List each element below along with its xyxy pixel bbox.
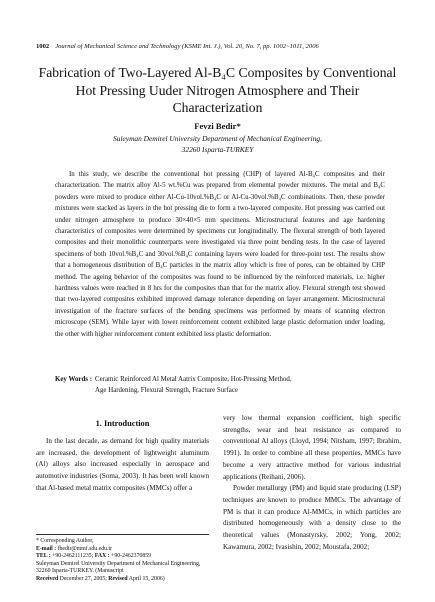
tel-label: TEL : — [36, 553, 51, 560]
received-label: Received — [36, 575, 59, 582]
author-name: Fevzi Bedir* — [194, 121, 241, 131]
footnote-dates — [36, 576, 209, 584]
affiliation-line-2: 32260 Isparta-TURKEY — [181, 145, 254, 154]
corresponding-author-footnote — [36, 534, 209, 584]
footnote-email-line — [36, 546, 209, 554]
section-heading-introduction: 1. Introduction — [95, 419, 150, 428]
footnote-phone-line — [36, 553, 209, 561]
fax-number: +90-2462370859 — [111, 553, 152, 560]
running-head — [36, 43, 402, 50]
intro-paragraph-2: Powder metallurgy (PM) and liquid state producing (LSP) techniques are known to produce MMCs. The advantage of PM is that it can produce Al-MMCs, in which particles are distributed homogeneously with a density close to the theoretical values (Monastyrsky, 2002; Yong, 2002; Kawamura, 2002; Ivasishin, 2002; Moustafa, 2002; — [223, 484, 401, 551]
fax-label: FAX : — [94, 553, 110, 560]
revised-label: Revised — [108, 575, 128, 582]
received-date: December 27, 2005; — [59, 575, 107, 582]
keywords-label: Key Words : — [55, 376, 93, 383]
revised-date: April 15, 2006) — [128, 575, 165, 582]
keywords-line-1: Ceramic Reinforced Al Metal Aatrix Composite, Hot-Pressing Method, — [95, 376, 292, 383]
affiliation — [0, 133, 435, 155]
keywords-line-2: Age Hardening, Flexural Strength, Fracture Surface — [95, 387, 238, 395]
keywords — [55, 374, 385, 396]
journal-reference: Journal of Mechanical Science and Technology (KSME Int. J.), Vol. 20, No. 7, pp. 1002~1011, 2006 — [55, 43, 319, 50]
footnote-address: Suleyman Demirel University Department of Mechanical Engineering, 32260 Isparta-TURKEY. (Manuscript — [36, 560, 201, 575]
paper-title — [30, 64, 405, 117]
email-address[interactable]: fbedir@mmf.sdu.edu.tr — [57, 545, 113, 552]
tel-number: +90-2462111235; — [52, 553, 94, 560]
page-number: 1002 — [36, 43, 50, 50]
right-column — [223, 413, 401, 553]
keywords-list — [95, 374, 292, 396]
title-line-2: Hot Pressing Uuder Nitrogen Atmosphere and Their — [75, 82, 360, 98]
affiliation-line-1: Suleyman Demirel University Department of Mechanical Engineering, — [113, 134, 322, 143]
email-label: E-mail : — [36, 545, 57, 552]
title-line-1: Fabrication of Two-Layered Al-B₄C Composites by Conventional — [38, 65, 397, 80]
intro-paragraph-1-continued: very low thermal expansion coefficient, high specific strengths, wear and heat resistance as compared to conventional Al alloys (Lloyd, 1994; Nitsham, 1997; Ibrahim, 1991). In order to combine all these properties, MMCs have become a very attractive method for various industrial applications (Reihani, 2006). — [223, 414, 401, 481]
abstract: In this study, we describe the conventional hot pressing (CHP) of layered Al-B₄C composites and their characterization. The matrix alloy Al-5 wt.%Cu was prepared from elemental powder mixtures. The metal and B₄C powders were mixed to produce either Al-Cu-10vol.%B₄C or Al-Cu-30vol.%B₄C combinations. Then, these powder mixtures were stacked as layers in the hot pressing die to form a two-layered composite. Hot pressing was carried out under nitrogen atmosphere to produce 30×40×5 mm specimens. Microstructural features and age hardening characteristics of composites were determined by specimens cut longitudinally. The flexural strength of both layered composites and their monolithic counterparts were investigated via three point bending tests. In the case of layered specimens of both 10vol.%B₄C and 30vol.%B₄C containing layers were loaded for three-point test. The results show that a homogeneous distribution of B₄C particles in the matrix alloy which is free of pores, can be obtained by CHP method. The ageing behavior of the composites was found to be influenced by the reinforced materials, i.e. higher hardness values were reached in 8 hrs for the composites than that for the matrix alloy. Flexural strength test showed that two-layered composites exhibited improved damage tolerance depending on layer arrangement. Microstructural investigation of the fracture surfaces of the bending specimens was performed by means of scanning electron microscope (SEM). While layer with lower reinforcement content exhibited large plastic deformation under loading, the other with higher reinforcement content exhibited less plastic deformation. — [55, 171, 385, 338]
title-line-3: Characterization — [172, 100, 263, 115]
footnote-corresponding: * Corresponding Author, — [36, 538, 94, 544]
intro-paragraph-1: In the last decade, as demand for high quality materials are increased, the development of lightweight aluminum (Al) alloys also increased especially in aerospace and automotive industries (Soma, 2003). It has been well known that Al-based metal matrix composites (MMCs) offer a — [36, 437, 209, 492]
left-column — [36, 415, 209, 495]
